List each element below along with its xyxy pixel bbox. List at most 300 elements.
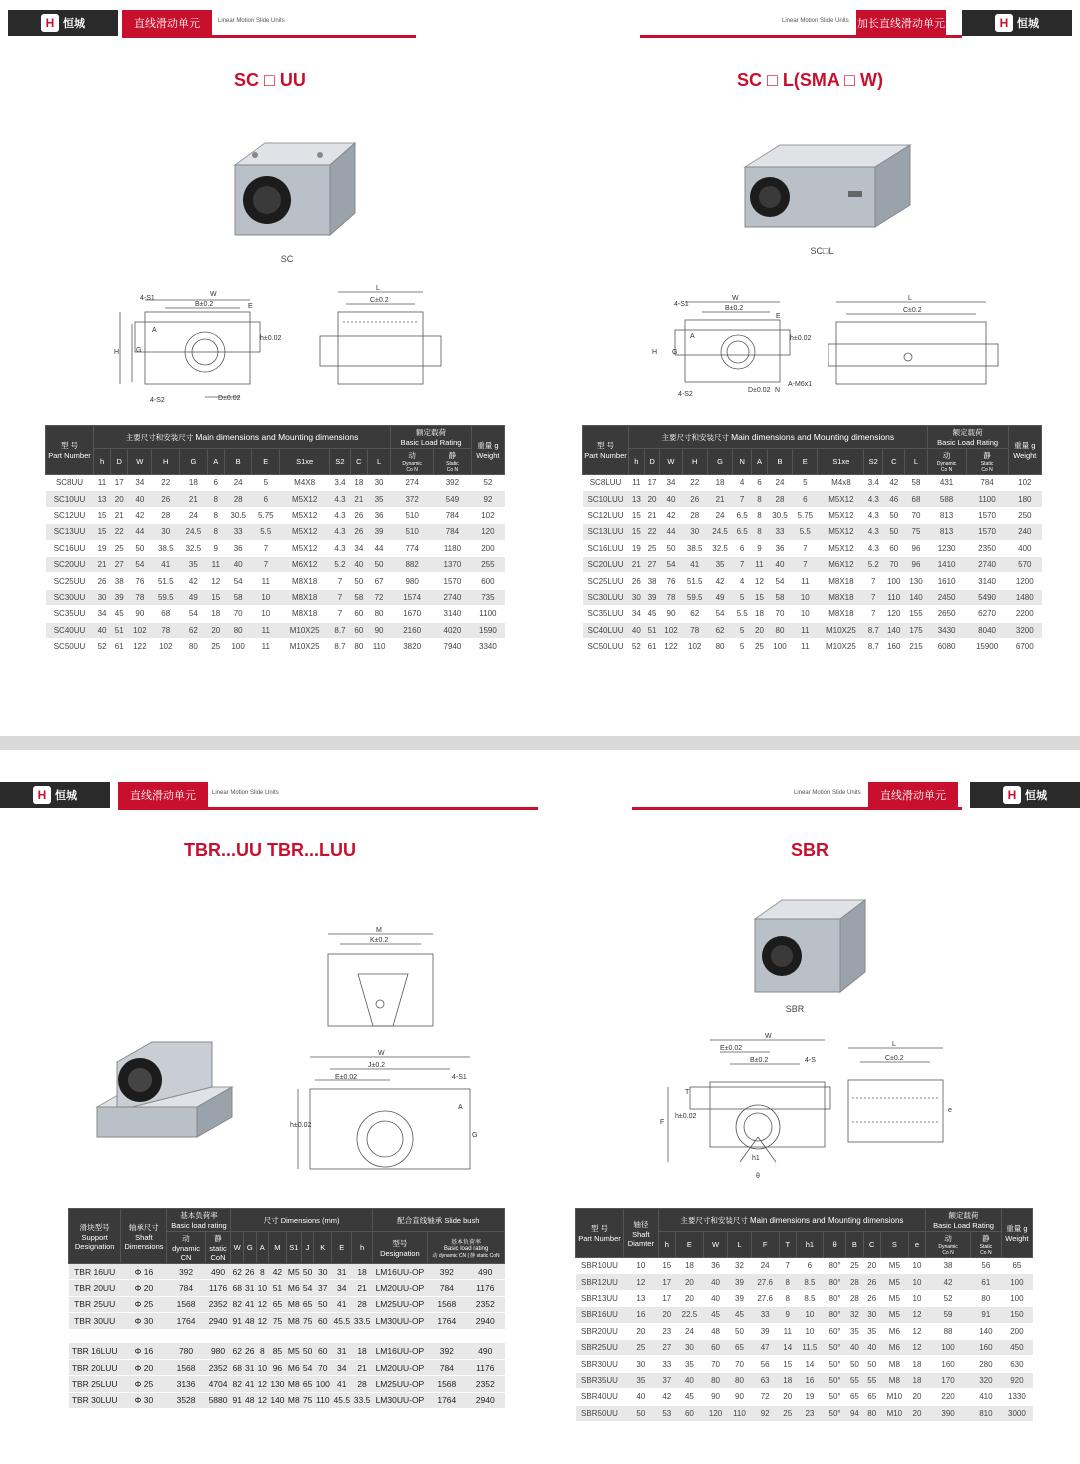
col-part-en: Part Number: [48, 451, 91, 460]
table-row: [46, 524, 505, 540]
table-cell: 48: [243, 1313, 256, 1329]
col-load-cn: 额定载荷: [952, 428, 983, 437]
product-title: TBR...UU TBR...LUU: [184, 840, 356, 860]
table-cell: 28: [682, 507, 707, 523]
col-dims-en: Main dimensions and Mounting dimensions: [195, 431, 359, 442]
table-cell: 15: [779, 1356, 796, 1372]
table-cell: 24: [224, 475, 252, 491]
table-cell: 60°: [823, 1323, 845, 1339]
col-shaft-en: Shaft: [632, 1229, 650, 1239]
table-cell: 50: [624, 1405, 659, 1421]
col-weight-en: Weight: [1013, 451, 1037, 460]
table-cell: 35: [846, 1323, 863, 1339]
image-caption: SBR: [785, 1004, 805, 1014]
table-row: [69, 1392, 505, 1408]
table-cell: 4020: [434, 622, 472, 638]
table-cell: 18: [908, 1356, 925, 1372]
table-cell: 1568: [428, 1296, 466, 1312]
table-cell: 1200: [1008, 573, 1041, 589]
table-row: [46, 606, 505, 622]
col-model-en2: Designation: [74, 1241, 115, 1251]
table-cell: 59.5: [152, 589, 180, 605]
table-cell: 50: [728, 1323, 751, 1339]
table-cell: 1570: [966, 524, 1008, 540]
label-l: L: [908, 295, 912, 302]
page-header: [540, 10, 1080, 36]
table-cell: Φ 16: [121, 1343, 167, 1359]
table-row: [576, 1405, 1033, 1421]
section-label: 直线滑动单元: [118, 782, 208, 808]
sbr-product-image: [750, 894, 870, 999]
table-cell: 3140: [966, 573, 1008, 589]
table-cell: 25: [752, 638, 768, 654]
table-cell: 130: [905, 573, 927, 589]
table-cell: 80: [707, 638, 732, 654]
col-S2: S2: [864, 449, 883, 475]
table-cell: 15: [94, 507, 111, 523]
table-cell: 30.5: [224, 507, 252, 523]
col-G: G: [243, 1232, 256, 1264]
col-dynamic: 动 Dynamic Co N: [926, 1232, 971, 1258]
col-S1: S1: [286, 1232, 301, 1264]
table-cell: 774: [391, 540, 434, 556]
table-cell: 431: [927, 475, 966, 491]
table-cell: 21: [350, 491, 367, 507]
table-cell: 11: [629, 475, 645, 491]
section-label: 加长直线滑动单元: [856, 10, 946, 36]
table-cell: 2940: [466, 1392, 505, 1408]
table-cell: 11: [252, 638, 280, 654]
table-cell: 18: [779, 1372, 796, 1388]
table-cell: SBR20UU: [576, 1323, 624, 1339]
table-cell: 980: [205, 1343, 231, 1359]
table-cell: 30.5: [767, 507, 792, 523]
table-cell: SC13LUU: [583, 524, 629, 540]
col-load-en: Basic Load Rating: [933, 1221, 994, 1230]
table-cell: 27: [644, 556, 660, 572]
table-cell: 33: [751, 1307, 779, 1323]
table-cell: 26: [152, 491, 180, 507]
table-cell: 80: [767, 622, 792, 638]
table-cell: 549: [434, 491, 472, 507]
label-e-small: e: [948, 1107, 952, 1114]
table-cell: M5X12: [280, 491, 330, 507]
table-cell: 78: [128, 589, 152, 605]
table-cell: M5X12: [818, 507, 864, 523]
table-cell: 37: [658, 1372, 675, 1388]
col-static: 静 Static Co N: [966, 449, 1008, 475]
table-row: [46, 556, 505, 572]
table-cell: 33.5: [352, 1313, 372, 1329]
table-cell: LM16UU-OP: [372, 1264, 427, 1280]
table-cell: 23: [796, 1405, 823, 1421]
table-cell: 392: [428, 1343, 466, 1359]
table-cell: 18: [352, 1264, 372, 1280]
table-cell: 120: [883, 606, 905, 622]
table-cell: 102: [682, 638, 707, 654]
col-θ: θ: [823, 1232, 845, 1258]
label-4-s2: 4-S2: [150, 397, 165, 404]
table-cell: 813: [927, 524, 966, 540]
table-cell: 6: [796, 1258, 823, 1274]
col-M: M: [269, 1232, 287, 1264]
table-cell: M5: [880, 1258, 908, 1274]
table-cell: 68: [231, 1359, 244, 1375]
table-cell: 50°: [823, 1356, 845, 1372]
table-cell: 7: [330, 606, 351, 622]
label-w: W: [765, 1033, 772, 1040]
table-cell: 5: [252, 475, 280, 491]
label-4-s: 4-S: [805, 1057, 816, 1064]
table-cell: 40: [846, 1339, 863, 1355]
table-cell: 130: [269, 1376, 287, 1392]
table-cell: 392: [434, 475, 472, 491]
tbr-product-image: [92, 1032, 237, 1142]
table-row: [576, 1372, 1033, 1388]
brand-logo: [8, 10, 118, 36]
table-cell: 110: [728, 1405, 751, 1421]
table-cell: 20: [779, 1389, 796, 1405]
table-cell: 10: [793, 606, 818, 622]
table-cell: 6: [733, 540, 752, 556]
table-cell: 1176: [205, 1280, 231, 1296]
table-cell: M10X25: [818, 622, 864, 638]
table-cell: 44: [128, 524, 152, 540]
table-cell: M10X25: [280, 638, 330, 654]
col-dims-en: Main dimensions and Mounting dimensions: [731, 431, 895, 442]
table-cell: 735: [471, 589, 504, 605]
table-cell: 6.5: [733, 507, 752, 523]
col-part-en: Part Number: [578, 1234, 621, 1243]
table-cell: 140: [269, 1392, 287, 1408]
table-cell: 6: [252, 491, 280, 507]
table-cell: 7: [252, 556, 280, 572]
table-cell: 34: [128, 475, 152, 491]
table-cell: 8: [256, 1343, 269, 1359]
table-cell: 28: [767, 491, 792, 507]
table-cell: 32.5: [707, 540, 732, 556]
label-h-tol: h±0.02: [790, 335, 812, 342]
table-cell: 58: [350, 589, 367, 605]
table-cell: 80: [728, 1372, 751, 1388]
table-row: [69, 1343, 505, 1359]
table-cell: SBR25UU: [576, 1339, 624, 1355]
table-cell: 27: [658, 1339, 675, 1355]
table-cell: 240: [1008, 524, 1041, 540]
table-cell: 5.5: [252, 524, 280, 540]
table-row: [46, 573, 505, 589]
table-cell: 28: [846, 1290, 863, 1306]
col-J: J: [301, 1232, 314, 1264]
table-cell: 5: [733, 589, 752, 605]
table-cell: 70: [883, 556, 905, 572]
table-cell: 9: [752, 540, 768, 556]
table-cell: 784: [428, 1280, 466, 1296]
table-cell: 30: [675, 1339, 703, 1355]
table-cell: M8: [286, 1376, 301, 1392]
table-cell: 62: [231, 1343, 244, 1359]
table-cell: 62: [180, 622, 208, 638]
table-row: [583, 475, 1042, 491]
col-weight-cn: 重量 g: [477, 441, 499, 450]
table-cell: 80°: [823, 1307, 845, 1323]
table-cell: 54: [707, 606, 732, 622]
table-cell: 490: [205, 1264, 231, 1280]
table-cell: 61: [970, 1274, 1001, 1290]
table-cell: 68: [905, 491, 927, 507]
table-cell: M8: [286, 1392, 301, 1408]
label-l: L: [892, 1041, 896, 1048]
table-cell: 5.5: [793, 524, 818, 540]
table-cell: 75: [301, 1313, 314, 1329]
table-cell: 50: [350, 573, 367, 589]
label-t: T: [685, 1089, 690, 1096]
table-cell: 5.75: [252, 507, 280, 523]
sbr-side-drawing: [840, 1040, 955, 1150]
table-cell: 100: [224, 638, 252, 654]
table-cell: 110: [883, 589, 905, 605]
table-cell: 59.5: [682, 589, 707, 605]
table-cell: M5X12: [818, 491, 864, 507]
table-cell: 10: [793, 589, 818, 605]
table-cell: 94: [846, 1405, 863, 1421]
table-cell: 6.5: [733, 524, 752, 540]
table-cell: M8: [286, 1313, 301, 1329]
table-cell: 21: [352, 1359, 372, 1375]
label-w: W: [210, 291, 217, 298]
col-h: h: [352, 1232, 372, 1264]
table-cell: 24: [751, 1258, 779, 1274]
label-a: A: [152, 327, 157, 334]
table-row: [583, 622, 1042, 638]
table-cell: 100: [1001, 1290, 1032, 1306]
table-cell: 34: [629, 606, 645, 622]
table-cell: Φ 30: [121, 1313, 167, 1329]
sc-product-image: [225, 135, 360, 245]
table-cell: 40: [224, 556, 252, 572]
table-cell: 1370: [434, 556, 472, 572]
col-h1: h1: [796, 1232, 823, 1258]
col-F: F: [751, 1232, 779, 1258]
table-cell: 60: [350, 622, 367, 638]
table-cell: 39: [644, 589, 660, 605]
table-cell: 5: [733, 638, 752, 654]
table-cell: 39: [728, 1290, 751, 1306]
sbr-front-drawing: [660, 1032, 835, 1182]
table-cell: 20: [863, 1258, 880, 1274]
table-cell: 40: [128, 491, 152, 507]
table-cell: 60: [703, 1339, 727, 1355]
table-cell: 1568: [167, 1296, 205, 1312]
table-cell: 26: [243, 1343, 256, 1359]
table-cell: M5X12: [818, 540, 864, 556]
table-cell: 120: [703, 1405, 727, 1421]
tbr-front-drawing: [290, 1047, 480, 1177]
table-cell: 90: [128, 606, 152, 622]
scl-spec-table: [582, 425, 1042, 655]
table-cell: 62: [231, 1264, 244, 1280]
label-4-s1: 4-S1: [674, 301, 689, 308]
col-E: E: [252, 449, 280, 475]
brand-name: 恒城: [1025, 790, 1047, 802]
table-cell: 11: [793, 622, 818, 638]
scl-product-image: [740, 135, 915, 235]
table-cell: 392: [167, 1264, 205, 1280]
table-cell: 42: [269, 1264, 287, 1280]
table-cell: 20: [752, 622, 768, 638]
table-cell: 45.5: [332, 1313, 352, 1329]
table-cell: 52: [926, 1290, 971, 1306]
table-cell: 7: [252, 540, 280, 556]
table-cell: 96: [905, 556, 927, 572]
table-cell: 8.7: [330, 638, 351, 654]
table-cell: 160: [926, 1356, 971, 1372]
table-cell: 102: [471, 507, 504, 523]
table-cell: TBR 30UU: [69, 1313, 121, 1329]
col-E: E: [332, 1232, 352, 1264]
sc-spec-table: [45, 425, 505, 655]
table-cell: 1480: [1008, 589, 1041, 605]
table-cell: M5X12: [818, 524, 864, 540]
table-cell: 1670: [391, 606, 434, 622]
table-cell: 80: [224, 622, 252, 638]
col-dims-cn: 主要尺寸和安装尺寸: [661, 432, 729, 442]
table-cell: 11.5: [796, 1339, 823, 1355]
table-cell: M10X25: [818, 638, 864, 654]
table-cell: 11: [779, 1323, 796, 1339]
table-row: [583, 524, 1042, 540]
label-c: C±0.2: [370, 297, 389, 304]
table-cell: 140: [970, 1323, 1001, 1339]
table-cell: SBR12UU: [576, 1274, 624, 1290]
table-cell: 56: [970, 1258, 1001, 1274]
table-cell: 8.7: [330, 622, 351, 638]
table-cell: 10: [908, 1258, 925, 1274]
label-g: G: [136, 347, 142, 354]
table-cell: 1176: [466, 1359, 505, 1375]
table-cell: 12: [624, 1274, 659, 1290]
table-cell: 19: [629, 540, 645, 556]
table-cell: 8: [779, 1290, 796, 1306]
table-cell: 62: [707, 622, 732, 638]
table-cell: 38.5: [682, 540, 707, 556]
table-cell: 1574: [391, 589, 434, 605]
table-cell: 100: [767, 638, 792, 654]
table-cell: 54: [301, 1359, 314, 1375]
table-cell: 600: [471, 573, 504, 589]
table-cell: 45: [644, 606, 660, 622]
table-cell: SC50LUU: [583, 638, 629, 654]
label-k: K±0.2: [370, 937, 389, 944]
table-cell: SC20LUU: [583, 556, 629, 572]
table-cell: 26: [629, 573, 645, 589]
table-cell: 1764: [428, 1392, 466, 1408]
table-cell: 36: [767, 540, 792, 556]
table-cell: 65: [728, 1339, 751, 1355]
col-weight-en: Weight: [1005, 1234, 1029, 1243]
table-cell: 1764: [428, 1313, 466, 1329]
table-cell: 2740: [966, 556, 1008, 572]
table-cell: 3200: [1008, 622, 1041, 638]
table-row: [576, 1258, 1033, 1274]
table-cell: 5.75: [793, 507, 818, 523]
table-cell: SC16UU: [46, 540, 94, 556]
col-dims: 尺寸 Dimensions (mm): [231, 1209, 372, 1232]
table-cell: 35: [707, 556, 732, 572]
table-cell: SBR30UU: [576, 1356, 624, 1372]
table-cell: Φ 25: [121, 1376, 167, 1392]
table-cell: SBR10UU: [576, 1258, 624, 1274]
table-cell: 20: [908, 1389, 925, 1405]
table-cell: 36: [703, 1258, 727, 1274]
col-S1xe: S1xe: [818, 449, 864, 475]
table-cell: 45: [675, 1389, 703, 1405]
col-C: C: [863, 1232, 880, 1258]
tbr-spec-table: [68, 1208, 505, 1409]
table-cell: 65: [1001, 1258, 1032, 1274]
table-row: [576, 1323, 1033, 1339]
table-cell: SC12LUU: [583, 507, 629, 523]
table-cell: 65: [269, 1296, 287, 1312]
table-cell: 6270: [966, 606, 1008, 622]
table-cell: M4X8: [280, 475, 330, 491]
table-cell: 15: [207, 589, 224, 605]
label-c: C±0.2: [903, 307, 922, 314]
table-cell: 21: [644, 507, 660, 523]
table-row: [69, 1264, 505, 1280]
table-cell: 28: [846, 1274, 863, 1290]
table-cell: 28: [224, 491, 252, 507]
table-cell: 1590: [471, 622, 504, 638]
label-e: E: [248, 303, 253, 310]
table-cell: 65: [301, 1296, 314, 1312]
table-cell: 53: [658, 1405, 675, 1421]
table-cell: 450: [1001, 1339, 1032, 1355]
table-cell: 10: [256, 1359, 269, 1375]
table-cell: 51: [111, 622, 128, 638]
table-cell: Φ 30: [121, 1392, 167, 1408]
table-cell: 82: [231, 1296, 244, 1312]
product-title: SC □ UU: [234, 70, 306, 90]
table-cell: 85: [269, 1343, 287, 1359]
table-cell: M10: [880, 1405, 908, 1421]
table-cell: 4.3: [330, 524, 351, 540]
col-weight-en: Weight: [476, 451, 500, 460]
table-cell: 54: [301, 1280, 314, 1296]
table-cell: 11: [207, 556, 224, 572]
col-e: e: [908, 1232, 925, 1258]
table-cell: 82: [231, 1376, 244, 1392]
table-cell: 24.5: [180, 524, 208, 540]
table-row: [576, 1389, 1033, 1405]
table-cell: 80°: [823, 1258, 845, 1274]
table-row: [576, 1274, 1033, 1290]
table-cell: 7940: [434, 638, 472, 654]
col-H: H: [152, 449, 180, 475]
col-L: L: [728, 1232, 751, 1258]
table-cell: M5X12: [280, 540, 330, 556]
table-cell: 9: [207, 540, 224, 556]
table-cell: 45.5: [332, 1392, 352, 1408]
table-cell: 2450: [927, 589, 966, 605]
table-cell: LM16UU-OP: [372, 1343, 427, 1359]
table-cell: 220: [926, 1389, 971, 1405]
product-title: SC □ L(SMA □ W): [736, 70, 884, 90]
table-cell: 31: [332, 1343, 352, 1359]
table-cell: 42: [660, 507, 682, 523]
table-row: [69, 1296, 505, 1312]
table-cell: SC10UU: [46, 491, 94, 507]
